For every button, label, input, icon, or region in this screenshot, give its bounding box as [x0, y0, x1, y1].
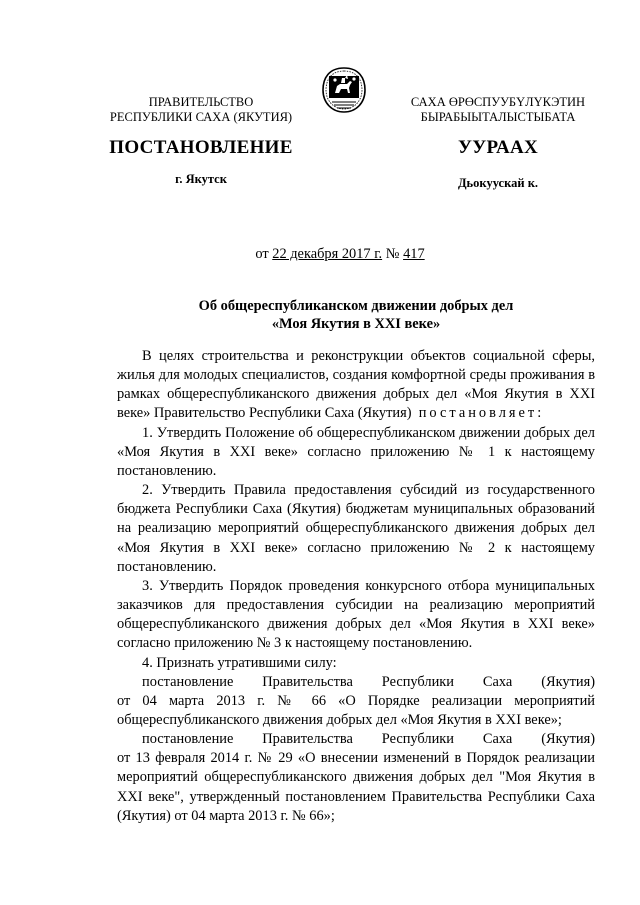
number-sign: № [385, 246, 400, 262]
document-body [117, 347, 595, 826]
header-right [384, 95, 612, 125]
repeal-1-rest: от 04 марта 2013 г. № 66 «О Порядке реализации мероприятий общереспубликанского движения добрых дел «Моя Якутия в XXI веке»; [117, 692, 595, 728]
city-ru: г. Якутск [175, 172, 227, 186]
title-line1: Об общереспубликанском движении добрых дел [198, 298, 514, 314]
government-name-ru-line2: РЕСПУБЛИКИ САХА (ЯКУТИЯ) [109, 110, 293, 124]
intro-paragraph [117, 347, 595, 424]
repeal-2-rest: от 13 февраля 2014 г. № 29 «О внесении изменений в Порядок реализации мероприятий общереспубликанского движения добрых дел "Моя Якутия в XXI веке", утвержденный постановлением Правительства Республики Саха (Якутия) от 04 марта 2013 г. № 66»; [117, 750, 595, 824]
decree-word: постановляет: [418, 405, 545, 422]
document-title [117, 297, 595, 333]
repeal-1-line1: постановление Правительства Республики Саха (Якутия) [142, 673, 595, 690]
repeal-2-line1: постановление Правительства Республики Саха (Якутия) [142, 731, 595, 748]
date-line [0, 246, 640, 263]
header-left [82, 95, 320, 125]
decree-date: 22 декабря 2017 г. [272, 246, 383, 262]
item-3: 3. Утвердить Порядок проведения конкурсного отбора муниципальных заказчиков для предоставления субсидии на реализацию мероприятий общереспубликанского движения добрых дел «Моя Якутия в XXI веке» согласно приложению № 3 к настоящему постановлению. [117, 577, 595, 652]
item-1: 1. Утвердить Положение об общереспубликанском движении добрых дел «Моя Якутия в XXI веке» согласно приложению № 1 к настоящему постановлению. [117, 424, 595, 479]
date-prefix: от [255, 246, 269, 262]
title-line2: «Моя Якутия в XXI веке» [271, 316, 441, 332]
item-4: 4. Признать утратившими силу: [142, 654, 337, 671]
document-type-ru: ПОСТАНОВЛЕНИЕ [109, 137, 293, 158]
decree-number: 417 [403, 246, 425, 262]
coat-of-arms-emblem [321, 66, 367, 114]
government-name-sah-line1: САХА ӨРӨСПУУБҮЛҮКЭТИН [410, 95, 586, 109]
government-name-sah-line2: БЫРАБЫЫТАЛЫСТЫБАТА [420, 110, 576, 124]
city-sah: Дьокуускай к. [457, 176, 539, 190]
document-type-sah: УУРААХ [457, 137, 539, 158]
government-name-ru-line1: ПРАВИТЕЛЬСТВО [148, 95, 254, 109]
item-2: 2. Утвердить Правила предоставления субсидий из государственного бюджета Республики Саха (Якутия) бюджетам муниципальных образований на реализацию мероприятий общереспубликанского движения добрых дел «Моя Якутия в XXI веке» согласно приложению № 2 к настоящему постановлению. [117, 482, 595, 575]
intro-text: В целях строительства и реконструкции объектов социальной сферы, жилья для молодых специалистов, создания комфортной среды проживания в рамках общереспубликанского движения добрых дел «Моя Якутия в XXI веке» Правительство Республики Саха (Якутия) [117, 348, 595, 422]
